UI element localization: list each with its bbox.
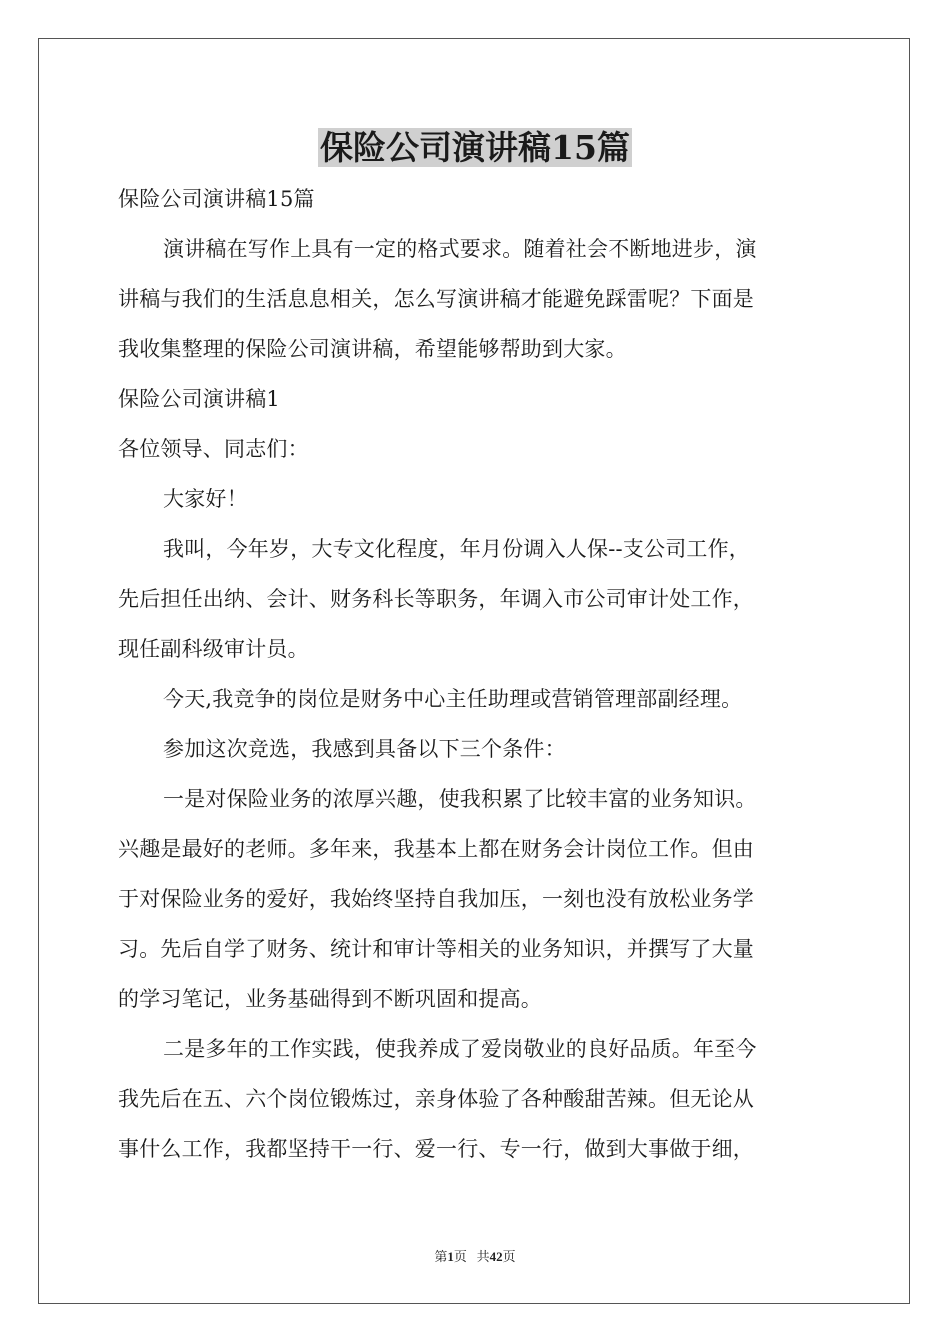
body-line: 今天,我竞争的岗位是财务中心主任助理或营销管理部副经理。 <box>163 687 743 711</box>
body-line: 我叫，今年岁，大专文化程度，年月份调入人保--支公司工作， <box>163 537 750 561</box>
body-line: 二是多年的工作实践，使我养成了爱岗敬业的良好品质。年至今 <box>163 1037 757 1061</box>
footer-page-prefix: 第 <box>434 1249 448 1264</box>
document-title-text: 保险公司演讲稿15篇 <box>320 128 630 167</box>
body-line: 先后担任出纳、会计、财务科长等职务，年调入市公司审计处工作， <box>118 587 754 611</box>
body-line: 的学习笔记，业务基础得到不断巩固和提高。 <box>118 987 542 1011</box>
body-line: 事什么工作，我都坚持干一行、爱一行、专一行，做到大事做于细， <box>118 1137 754 1161</box>
body-line: 讲稿与我们的生活息息相关，怎么写演讲稿才能避免踩雷呢？下面是 <box>118 287 754 311</box>
body-line: 于对保险业务的爱好，我始终坚持自我加压，一刻也没有放松业务学 <box>118 887 754 911</box>
body-line: 我收集整理的保险公司演讲稿，希望能够帮助到大家。 <box>118 337 627 361</box>
subtitle-line: 保险公司演讲稿15篇 <box>118 187 315 211</box>
body-line: 习。先后自学了财务、统计和审计等相关的业务知识，并撰写了大量 <box>118 937 754 961</box>
salutation-line: 各位领导、同志们： <box>118 437 309 461</box>
footer-total-prefix: 共 <box>476 1249 490 1264</box>
body-line: 我先后在五、六个岗位锻炼过，亲身体验了各种酸甜苦辣。但无论从 <box>118 1087 754 1111</box>
footer-page-suffix: 页 <box>453 1249 467 1264</box>
section-heading: 保险公司演讲稿1 <box>118 387 280 411</box>
body-line: 现任副科级审计员。 <box>118 637 309 661</box>
body-line: 兴趣是最好的老师。多年来，我基本上都在财务会计岗位工作。但由 <box>118 837 754 861</box>
footer-total-pages: 42 <box>489 1249 503 1264</box>
footer-page-number: 1 <box>447 1249 454 1264</box>
body-line: 一是对保险业务的浓厚兴趣，使我积累了比较丰富的业务知识。 <box>163 787 757 811</box>
greeting-line: 大家好！ <box>163 487 248 511</box>
document-title <box>0 126 950 170</box>
body-line: 参加这次竞选，我感到具备以下三个条件： <box>163 737 566 761</box>
footer-total-suffix: 页 <box>502 1249 516 1264</box>
page-border <box>38 38 910 1304</box>
body-line: 演讲稿在写作上具有一定的格式要求。随着社会不断地进步，演 <box>163 237 757 261</box>
page-footer <box>0 1248 950 1266</box>
